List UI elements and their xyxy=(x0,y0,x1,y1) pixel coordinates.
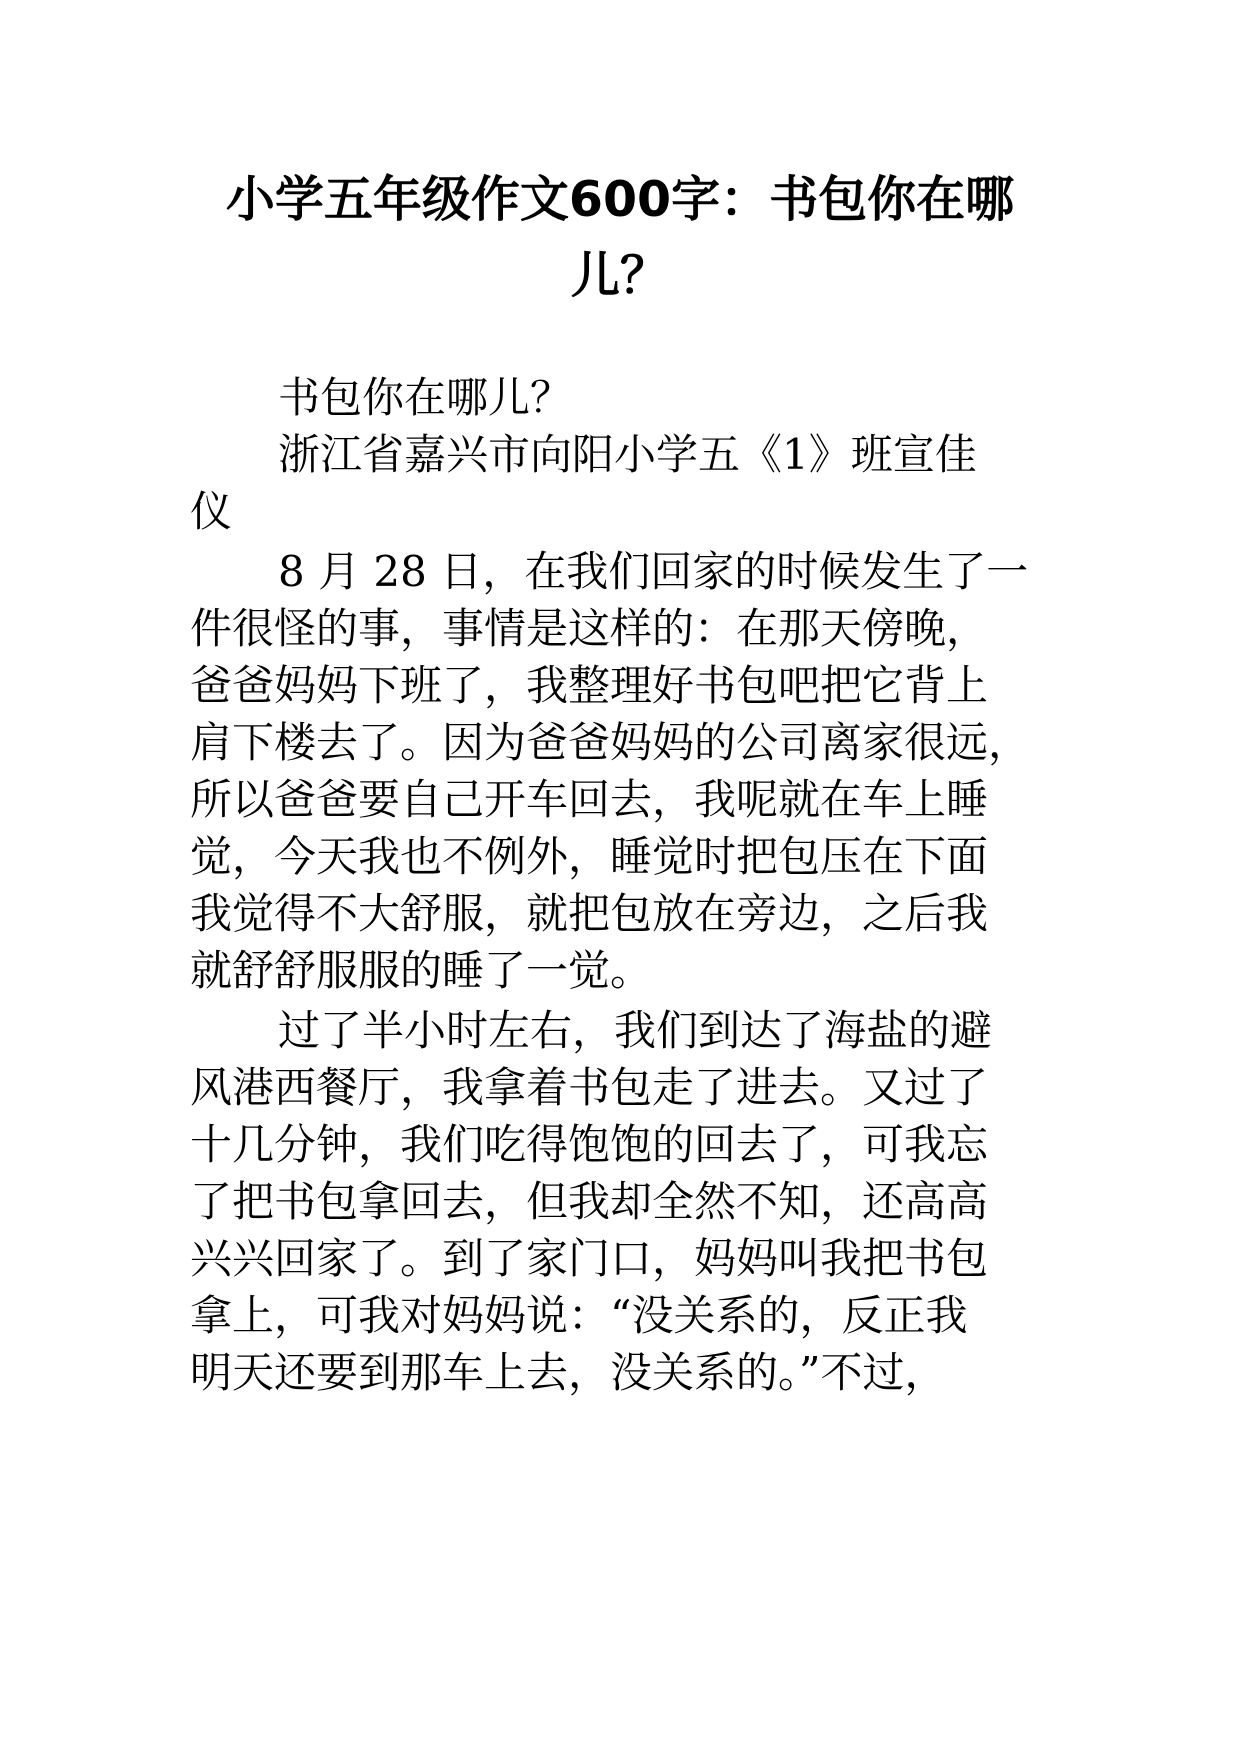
body-line: 所以爸爸要自己开车回去，我呢就在车上睡 xyxy=(190,775,989,824)
body-line: 爸爸妈妈下班了，我整理好书包吧把它背上 xyxy=(190,661,989,710)
body-line: 就舒舒服服的睡了一觉。 xyxy=(190,946,653,995)
document-title-line-2: 儿？ xyxy=(570,247,669,304)
body-line: 8 月 28 日，在我们回家的时候发生了一 xyxy=(278,547,1029,596)
body-line: 觉，今天我也不例外，睡觉时把包压在下面 xyxy=(190,832,989,881)
body-line: 我觉得不大舒服，就把包放在旁边，之后我 xyxy=(190,889,989,938)
body-line: 兴兴回家了。到了家门口，妈妈叫我把书包 xyxy=(190,1234,989,1283)
body-line: 风港西餐厅，我拿着书包走了进去。又过了 xyxy=(190,1063,989,1112)
body-line: 了把书包拿回去，但我却全然不知，还高高 xyxy=(190,1177,989,1226)
body-line: 肩下楼去了。因为爸爸妈妈的公司离家很远， xyxy=(190,718,1031,767)
body-line: 拿上，可我对妈妈说：“没关系的，反正我 xyxy=(190,1291,968,1340)
body-line: 仪 xyxy=(190,487,233,536)
body-line: 过了半小时左右，我们到达了海盐的避 xyxy=(278,1006,993,1055)
body-line: 书包你在哪儿？ xyxy=(278,373,573,422)
document-title-line-1: 小学五年级作文600字：书包你在哪 xyxy=(225,171,1015,228)
body-line: 件很怪的事，事情是这样的：在那天傍晚， xyxy=(190,604,989,653)
body-line: 浙江省嘉兴市向阳小学五《1》班宣佳 xyxy=(278,430,977,479)
body-line: 十几分钟，我们吃得饱饱的回去了，可我忘 xyxy=(190,1120,989,1169)
body-line: 明天还要到那车上去，没关系的。”不过， xyxy=(190,1348,947,1397)
